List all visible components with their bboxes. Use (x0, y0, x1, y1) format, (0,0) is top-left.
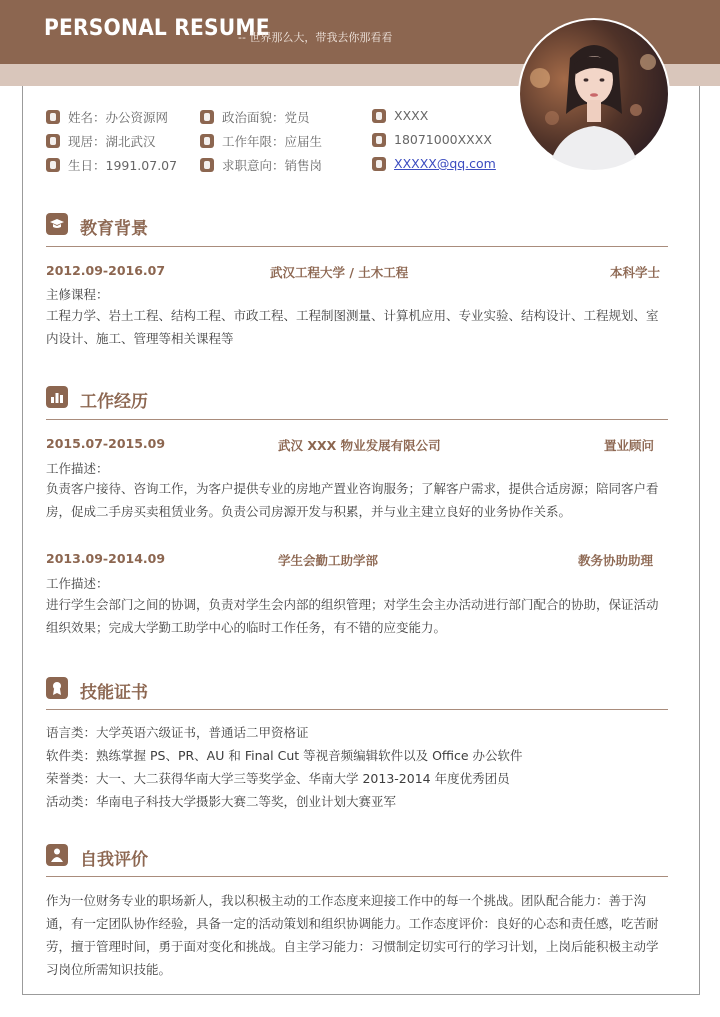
user-icon (46, 110, 60, 124)
self-evaluation: 作为一位财务专业的职场新人，我以积极主动的工作态度来迎接工作中的每一个挑战。团队配合能力：善于沟通，有一定团队协作经验，具备一定的活动策划和组织协调能力。工作态度评价：良好的心态和责任感，吃苦耐劳，擅于管理时间，勇于面对变化和挑战。自主学习能力：习惯制定切实可行的学习计划，上岗后能积极主动学习岗位所需知识技能。 (46, 893, 659, 977)
job-company: 武汉 XXX 物业发展有限公司 (278, 438, 441, 453)
education-course-label: 主修课程： (46, 287, 109, 302)
skill-item: 软件类：熟练掌握 PS、PR、AU 和 Final Cut 等视音频编辑软件以及 Office 办公软件 (46, 748, 523, 763)
info-name (46, 108, 168, 126)
target-icon (200, 158, 214, 172)
id-card-icon (372, 109, 386, 123)
info-experience-text: 工作年限：应届生 (222, 134, 323, 149)
email-link[interactable]: XXXXX@qq.com (394, 156, 496, 171)
info-birthday-text: 生日：1991.07.07 (68, 158, 178, 173)
person-icon (46, 844, 68, 866)
job-date: 2013.09-2014.09 (46, 551, 166, 566)
info-politics (200, 108, 310, 126)
info-contact-text: XXXX (394, 108, 429, 123)
education-school: 武汉工程大学 / 土木工程 (270, 265, 409, 280)
job-description: 进行学生会部门之间的协调，负责对学生会内部的组织管理；对学生会主办活动进行部门配合的协助，保证活动组织效果；完成大学勤工助学中心的临时工作任务，有不错的应变能力。 (46, 597, 659, 635)
section-divider (46, 709, 668, 710)
info-residence (46, 132, 156, 150)
skill-item: 语言类：大学英语六级证书，普通话二甲资格证 (46, 725, 309, 740)
education-degree: 本科学士 (610, 265, 661, 280)
job-position: 教务协助助理 (578, 553, 654, 568)
info-objective (200, 156, 322, 174)
section-title-skills: 技能证书 (80, 683, 148, 703)
section-divider (46, 876, 668, 877)
section-title-self: 自我评价 (80, 850, 148, 870)
info-birthday (46, 156, 177, 174)
skill-item: 活动类：华南电子科技大学摄影大赛二等奖，创业计划大赛亚军 (46, 794, 397, 809)
resume-motto: -- 世界那么大，带我去你那看看 (238, 31, 393, 44)
badge-icon (200, 110, 214, 124)
graduation-cap-icon (46, 213, 68, 235)
phone-icon (372, 133, 386, 147)
education-courses: 工程力学、岩土工程、结构工程、市政工程、工程制图测量、计算机应用、专业实验、结构设计、工程规划、室内设计、施工、管理等相关课程等 (46, 308, 659, 346)
briefcase-icon (200, 134, 214, 148)
info-experience (200, 132, 322, 150)
education-date: 2012.09-2016.07 (46, 263, 166, 278)
skill-item: 荣誉类：大一、大二获得华南大学三等奖学金、华南大学 2013-2014 年度优秀团员 (46, 771, 510, 786)
info-objective-text: 求职意向：销售岗 (222, 158, 323, 173)
section-title-work: 工作经历 (80, 392, 148, 412)
job-position: 置业顾问 (604, 438, 655, 453)
job-date: 2015.07-2015.09 (46, 436, 166, 451)
section-title-education: 教育背景 (80, 219, 148, 239)
info-politics-text: 政治面貌：党员 (222, 110, 310, 125)
hourglass-icon (46, 158, 60, 172)
job-company: 学生会勤工助学部 (278, 553, 379, 568)
info-phone (372, 132, 492, 147)
job-description: 负责客户接待、咨询工作，为客户提供专业的房地产置业咨询服务；了解客户需求，提供合适房源；陪同客户看房，促成二手房买卖租赁业务。负责公司房源开发与积累，并与业主建立良好的业务协作关系。 (46, 481, 659, 519)
info-name-text: 姓名：办公资源网 (68, 110, 169, 125)
profile-photo (518, 18, 670, 170)
section-divider (46, 419, 668, 420)
location-icon (46, 134, 60, 148)
info-email[interactable] (372, 156, 496, 171)
info-contact (372, 108, 428, 123)
certificate-icon (46, 677, 68, 699)
info-residence-text: 现居：湖北武汉 (68, 134, 156, 149)
mail-icon (372, 157, 386, 171)
info-phone-text: 18071000XXXX (394, 132, 492, 147)
chart-icon (46, 386, 68, 408)
section-divider (46, 246, 668, 247)
job-description-label: 工作描述： (46, 576, 109, 591)
job-description-label: 工作描述： (46, 461, 109, 476)
resume-title: PERSONAL RESUME (44, 16, 270, 41)
